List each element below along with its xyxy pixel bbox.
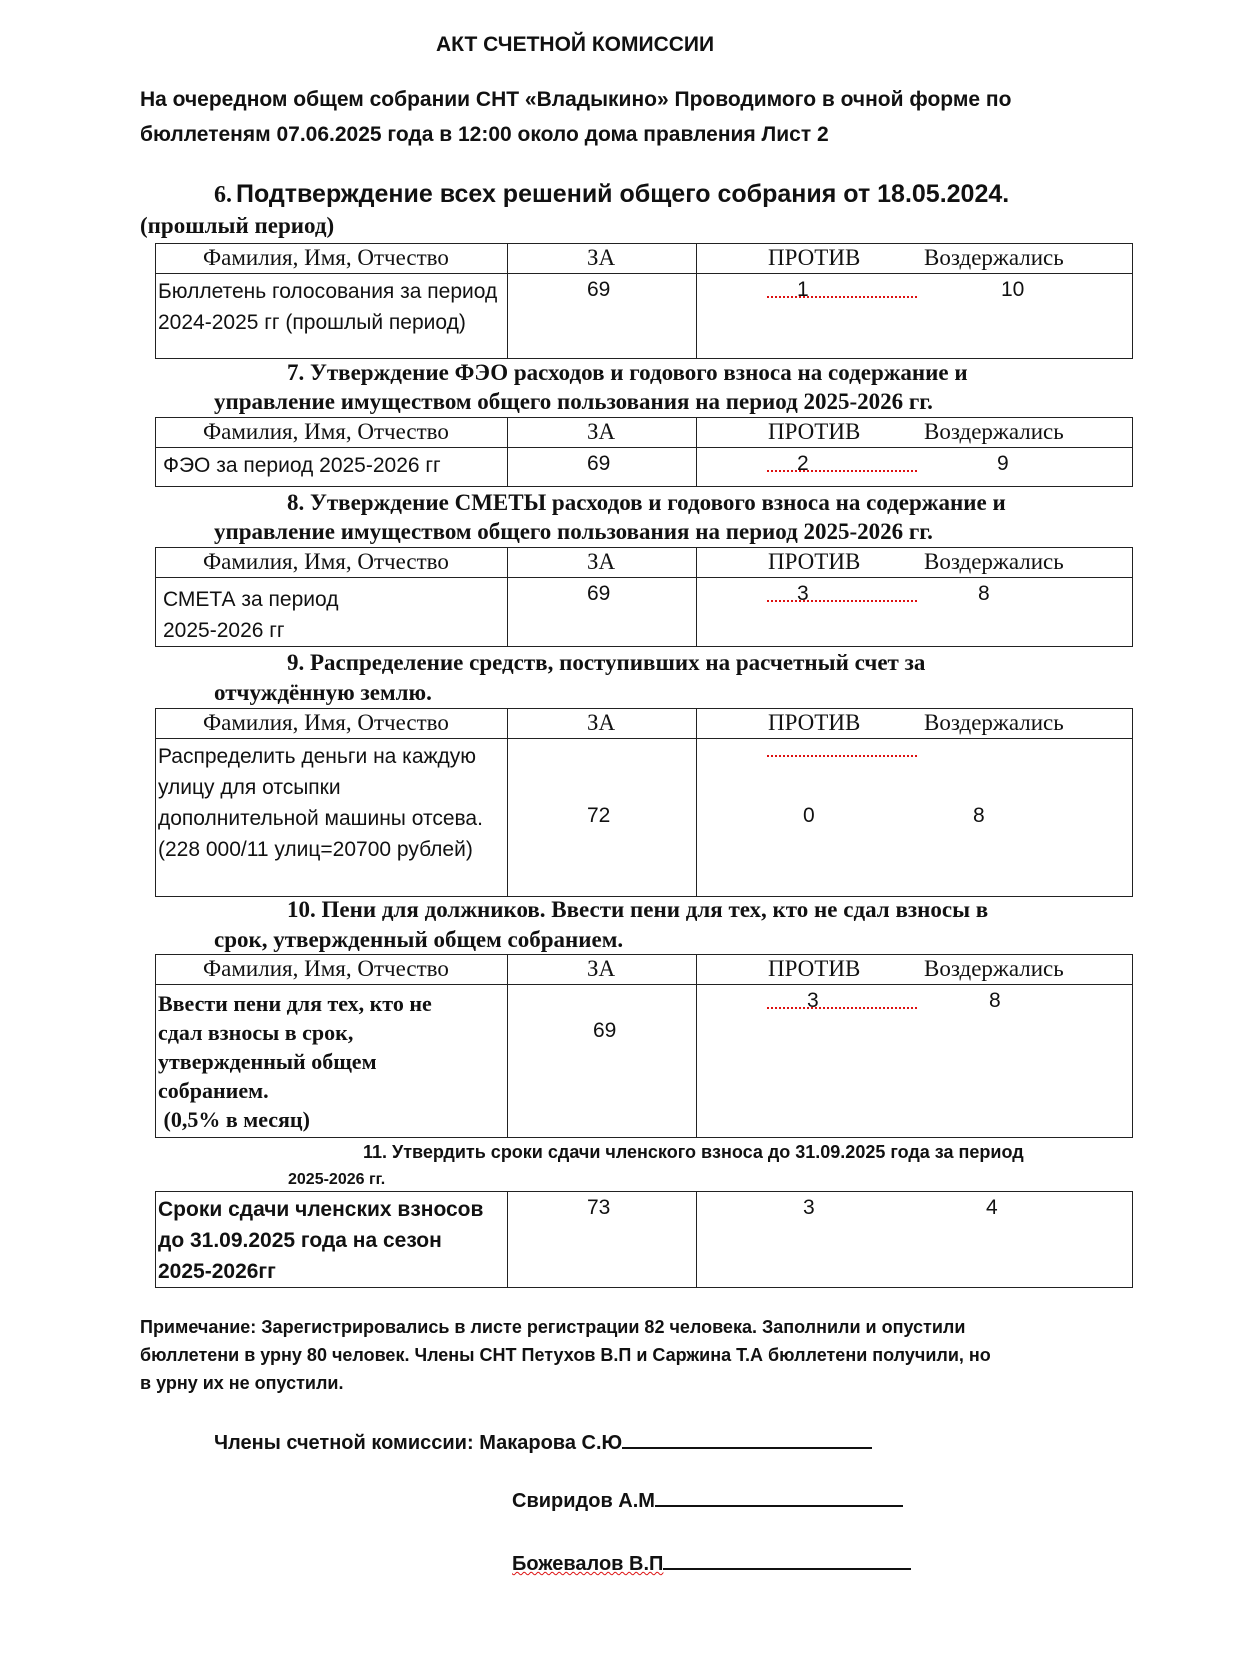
item-11-heading-line-1: 11. Утвердить сроки сдачи членского взноса до 31.09.2025 года за период [363,1142,1024,1162]
signatures-label: Члены счетной комиссии: Макарова С.Ю [214,1432,623,1454]
header-against: ПРОТИВ [768,419,861,444]
header-abstain: Воздержались [924,710,1064,735]
table-row [156,739,1133,897]
intro-line-1: На очередном общем собрании СНТ «Владыкино» Проводимого в очной форме по [140,88,1012,111]
header-for: ЗА [587,419,616,444]
header-name: Фамилия, Имя, Отчество [203,956,449,981]
row-description: Распределить деньги на каждую улицу для отсыпки дополнительной машины отсева.(228 000/11 улиц=20700 рублей) [158,745,483,861]
votes-abstain: 9 [997,452,1009,475]
votes-against: 3 [807,989,819,1012]
row-description-line-3: утвержденный общем [158,1049,377,1074]
signature-row-1 [214,1432,872,1455]
item-6-number: 6. [214,182,232,208]
header-against: ПРОТИВ [768,710,861,735]
vote-table-6 [155,243,1133,359]
header-against: ПРОТИВ [768,245,861,270]
vote-table-8 [155,547,1133,647]
votes-abstain: 8 [978,582,990,605]
table-header-row [156,418,1133,448]
row-description-line-1: СМЕТА за период [163,588,339,611]
header-name: Фамилия, Имя, Отчество [203,549,449,574]
document-title: АКТ СЧЕТНОЙ КОМИССИИ [436,33,715,56]
table-header-row [156,709,1133,739]
table-header-row [156,244,1133,274]
item-7-heading-line-2: управление имуществом общего пользования на период 2025-2026 гг. [214,389,933,414]
spellcheck-underline [767,1001,917,1009]
votes-against: 2 [797,452,809,475]
item-10-heading-line-1: 10. Пени для должников. Ввести пени для тех, кто не сдал взносы в [287,897,989,922]
vote-table-9 [155,708,1133,897]
table-row [156,274,1133,359]
signature-member-3: Божевалов В.П [512,1553,664,1575]
item-11-heading-line-2: 2025-2026 гг. [288,1171,386,1188]
table-row [156,1192,1133,1288]
votes-abstain: 4 [986,1196,998,1219]
spellcheck-underline [767,749,917,757]
row-description: ФЭО за период 2025-2026 гг [163,454,441,477]
item-9-heading-line-2: отчуждённую землю. [214,680,432,705]
votes-against: 3 [803,1196,815,1219]
votes-abstain: 10 [1001,278,1025,301]
note-line-1: Примечание: Зарегистрировались в листе регистрации 82 человека. Заполнили и опустили [140,1317,966,1337]
votes-for: 69 [587,278,611,301]
item-6-subtitle: (прошлый период) [140,213,335,238]
row-description-line-2: до 31.09.2025 года на сезон [158,1229,442,1252]
item-9-heading-line-1: 9. Распределение средств, поступивших на расчетный счет за [287,650,926,675]
row-description-line-2: сдал взносы в срок, [158,1020,354,1045]
header-for: ЗА [587,956,616,981]
spellcheck-underline [767,290,917,298]
votes-against: 0 [803,804,815,827]
vote-table-11 [155,1191,1133,1288]
votes-for: 73 [587,1196,611,1219]
header-abstain: Воздержались [924,245,1064,270]
votes-for: 72 [587,804,611,827]
votes-abstain: 8 [973,804,985,827]
header-abstain: Воздержались [924,419,1064,444]
header-for: ЗА [587,710,616,735]
table-row [156,578,1133,647]
header-for: ЗА [587,549,616,574]
header-abstain: Воздержались [924,549,1064,574]
item-6-heading [214,180,1009,209]
header-against: ПРОТИВ [768,549,861,574]
row-description: Бюллетень голосования за период 2024-2025 гг (прошлый период) [158,280,498,334]
note-line-3: в урну их не опустили. [140,1373,344,1393]
signature-member-2: Свиридов А.М [512,1490,655,1512]
header-for: ЗА [587,245,616,270]
votes-abstain: 8 [989,989,1001,1012]
signature-row-3 [512,1553,911,1576]
signature-line [655,1505,903,1507]
votes-against: 1 [797,278,809,301]
row-description-line-4: собранием. [158,1078,269,1103]
row-description-line-5: (0,5% в месяц) [158,1107,310,1132]
votes-for: 69 [587,452,611,475]
signature-line [663,1568,911,1570]
item-6-title: Подтверждение всех решений общего собрания от 18.05.2024. [236,180,1010,208]
item-7-heading-line-1: 7. Утверждение ФЭО расходов и годового взноса на содержание и [287,360,968,385]
header-name: Фамилия, Имя, Отчество [203,419,449,444]
signature-line [622,1447,872,1449]
header-abstain: Воздержались [924,956,1064,981]
votes-for: 69 [593,1019,617,1042]
item-10-heading-line-2: срок, утвержденный общем собранием. [214,927,624,952]
votes-for: 69 [587,582,611,605]
vote-table-7 [155,417,1133,487]
note-line-2: бюллетени в урну 80 человек. Члены СНТ Петухов В.П и Саржина Т.А бюллетени получили, но [140,1345,991,1365]
signature-row-2 [512,1490,903,1513]
row-description-line-1: Сроки сдачи членских взносов [158,1198,484,1221]
spellcheck-underline [767,464,917,472]
item-8-heading-line-1: 8. Утверждение СМЕТЫ расходов и годового взноса на содержание и [287,490,1006,515]
row-description-line-1: Ввести пени для тех, кто не [158,991,432,1016]
row-description-line-3: 2025-2026гг [158,1260,276,1283]
item-8-heading-line-2: управление имуществом общего пользования на период 2025-2026 гг. [214,519,933,544]
vote-table-10 [155,954,1133,1138]
table-header-row [156,955,1133,985]
intro-line-2: бюллетеням 07.06.2025 года в 12:00 около дома правления Лист 2 [140,123,829,146]
table-row [156,448,1133,487]
votes-against: 3 [797,582,809,605]
spellcheck-underline [767,594,917,602]
row-description-line-2: 2025-2026 гг [163,619,285,642]
header-against: ПРОТИВ [768,956,861,981]
table-header-row [156,548,1133,578]
table-row [156,985,1133,1138]
header-name: Фамилия, Имя, Отчество [203,245,449,270]
header-name: Фамилия, Имя, Отчество [203,710,449,735]
